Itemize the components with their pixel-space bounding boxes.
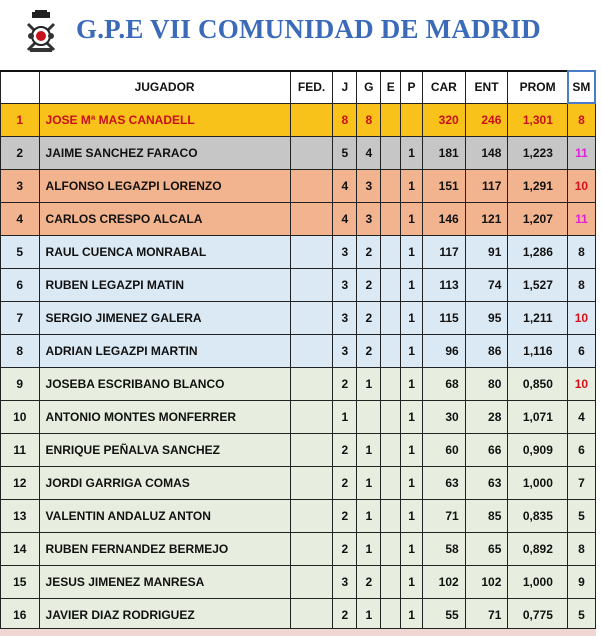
cell-car: 151: [422, 170, 465, 203]
table-row: [1, 103, 596, 137]
cell-ent: 102: [465, 566, 508, 599]
cell-player-name: ADRIAN LEGAZPI MARTIN: [39, 335, 290, 368]
cell-e: [381, 203, 401, 236]
table-row: [1, 302, 596, 335]
cell-player-name: JOSEBA ESCRIBANO BLANCO: [39, 368, 290, 401]
cell-e: [381, 401, 401, 434]
cell-sm: 8: [568, 103, 595, 137]
cell-fed: [290, 467, 333, 500]
cell-sm: 5: [568, 500, 595, 533]
cell-car: 320: [422, 103, 465, 137]
cell-j: 4: [333, 203, 357, 236]
ranking-table: [0, 70, 596, 632]
cell-ent: 91: [465, 236, 508, 269]
table-row: [1, 401, 596, 434]
col-header-ent: ENT: [465, 71, 508, 103]
cell-ent: 121: [465, 203, 508, 236]
table-row: [1, 467, 596, 500]
cell-pos: 8: [1, 335, 40, 368]
cell-player-name: SERGIO JIMENEZ GALERA: [39, 302, 290, 335]
cell-sm: 4: [568, 401, 595, 434]
table-row: [1, 434, 596, 467]
cell-j: 8: [333, 103, 357, 137]
cell-j: 2: [333, 368, 357, 401]
cell-prom: 1,223: [508, 137, 568, 170]
cell-sm: 10: [568, 302, 595, 335]
cell-pos: 14: [1, 533, 40, 566]
cell-player-name: JAIME SANCHEZ FARACO: [39, 137, 290, 170]
table-row: [1, 203, 596, 236]
cell-prom: 0,892: [508, 533, 568, 566]
cell-car: 146: [422, 203, 465, 236]
cell-prom: 0,775: [508, 599, 568, 632]
cell-ent: 63: [465, 467, 508, 500]
page-header: [0, 0, 602, 70]
cell-j: 3: [333, 302, 357, 335]
col-header-sm: SM: [568, 71, 595, 103]
cell-fed: [290, 170, 333, 203]
cell-car: 60: [422, 434, 465, 467]
cell-prom: 1,301: [508, 103, 568, 137]
cell-p: 1: [401, 434, 423, 467]
cell-j: 4: [333, 170, 357, 203]
cell-car: 58: [422, 533, 465, 566]
cell-fed: [290, 401, 333, 434]
cell-sm: 11: [568, 203, 595, 236]
cell-j: 3: [333, 566, 357, 599]
cell-prom: 0,850: [508, 368, 568, 401]
cell-ent: 28: [465, 401, 508, 434]
cell-pos: 3: [1, 170, 40, 203]
cell-ent: 117: [465, 170, 508, 203]
col-header-prom: PROM: [508, 71, 568, 103]
cell-e: [381, 170, 401, 203]
cell-prom: 0,909: [508, 434, 568, 467]
table-row: [1, 368, 596, 401]
cell-player-name: RUBEN LEGAZPI MATIN: [39, 269, 290, 302]
cell-g: 2: [357, 236, 381, 269]
table-row: [1, 599, 596, 632]
cell-prom: 1,071: [508, 401, 568, 434]
cell-p: 1: [401, 170, 423, 203]
cell-e: [381, 269, 401, 302]
cell-e: [381, 533, 401, 566]
cell-ent: 66: [465, 434, 508, 467]
cell-player-name: JESUS JIMENEZ MANRESA: [39, 566, 290, 599]
billiard-crest-icon: [22, 10, 60, 56]
cell-player-name: JAVIER DIAZ RODRIGUEZ: [39, 599, 290, 632]
cell-g: 1: [357, 467, 381, 500]
cell-sm: 6: [568, 335, 595, 368]
cell-car: 63: [422, 467, 465, 500]
cell-pos: 7: [1, 302, 40, 335]
table-body: [1, 103, 596, 632]
cell-g: 8: [357, 103, 381, 137]
cell-g: 2: [357, 302, 381, 335]
cell-player-name: RUBEN FERNANDEZ BERMEJO: [39, 533, 290, 566]
cell-car: 68: [422, 368, 465, 401]
col-header-j: J: [333, 71, 357, 103]
cell-sm: 9: [568, 566, 595, 599]
cell-sm: 8: [568, 269, 595, 302]
cell-fed: [290, 137, 333, 170]
cell-pos: 15: [1, 566, 40, 599]
cell-car: 117: [422, 236, 465, 269]
cell-pos: 16: [1, 599, 40, 632]
cell-pos: 2: [1, 137, 40, 170]
cell-fed: [290, 434, 333, 467]
cell-ent: 71: [465, 599, 508, 632]
cell-g: 2: [357, 335, 381, 368]
cell-sm: 11: [568, 137, 595, 170]
cell-pos: 10: [1, 401, 40, 434]
cell-g: 1: [357, 368, 381, 401]
cell-prom: 1,000: [508, 566, 568, 599]
cell-p: 1: [401, 599, 423, 632]
cell-sm: 6: [568, 434, 595, 467]
cell-p: 1: [401, 335, 423, 368]
table-row: [1, 236, 596, 269]
cell-player-name: VALENTIN ANDALUZ ANTON: [39, 500, 290, 533]
cell-ent: 80: [465, 368, 508, 401]
cell-p: [401, 103, 423, 137]
cell-fed: [290, 566, 333, 599]
cell-ent: 74: [465, 269, 508, 302]
cell-e: [381, 566, 401, 599]
cell-car: 102: [422, 566, 465, 599]
cell-pos: 9: [1, 368, 40, 401]
cell-pos: 1: [1, 103, 40, 137]
table-row: [1, 269, 596, 302]
cell-ent: 65: [465, 533, 508, 566]
cell-g: 1: [357, 434, 381, 467]
col-header-pos: [1, 71, 40, 103]
cell-player-name: ENRIQUE PEÑALVA SANCHEZ: [39, 434, 290, 467]
cell-ent: 85: [465, 500, 508, 533]
cell-p: 1: [401, 137, 423, 170]
cell-p: 1: [401, 500, 423, 533]
col-header-e: E: [381, 71, 401, 103]
table-row: [1, 533, 596, 566]
cell-prom: 1,211: [508, 302, 568, 335]
cell-pos: 12: [1, 467, 40, 500]
cell-car: 30: [422, 401, 465, 434]
cell-sm: 7: [568, 467, 595, 500]
cell-prom: 1,207: [508, 203, 568, 236]
table-row: [1, 566, 596, 599]
cell-fed: [290, 500, 333, 533]
cell-prom: 1,000: [508, 467, 568, 500]
col-header-p: P: [401, 71, 423, 103]
cell-fed: [290, 302, 333, 335]
col-header-fed: FED.: [290, 71, 333, 103]
cell-sm: 8: [568, 533, 595, 566]
cell-e: [381, 302, 401, 335]
cell-ent: 246: [465, 103, 508, 137]
cell-p: 1: [401, 302, 423, 335]
cell-ent: 95: [465, 302, 508, 335]
cell-car: 55: [422, 599, 465, 632]
cell-g: 1: [357, 500, 381, 533]
table-header-row: [1, 71, 596, 103]
cell-p: 1: [401, 203, 423, 236]
cell-fed: [290, 533, 333, 566]
cell-player-name: JOSE Mª MAS CANADELL: [39, 103, 290, 137]
cell-g: 1: [357, 533, 381, 566]
cell-sm: 5: [568, 599, 595, 632]
cell-pos: 6: [1, 269, 40, 302]
cell-j: 3: [333, 236, 357, 269]
cell-fed: [290, 368, 333, 401]
cell-e: [381, 500, 401, 533]
cell-p: 1: [401, 467, 423, 500]
cell-pos: 11: [1, 434, 40, 467]
table-row: [1, 335, 596, 368]
cell-sm: 8: [568, 236, 595, 269]
cell-prom: 1,116: [508, 335, 568, 368]
cell-player-name: ANTONIO MONTES MONFERRER: [39, 401, 290, 434]
cell-car: 96: [422, 335, 465, 368]
cell-j: 2: [333, 500, 357, 533]
cell-p: 1: [401, 566, 423, 599]
cell-e: [381, 467, 401, 500]
cell-prom: 0,835: [508, 500, 568, 533]
cell-car: 113: [422, 269, 465, 302]
cell-j: 5: [333, 137, 357, 170]
cell-g: 3: [357, 170, 381, 203]
cell-g: 4: [357, 137, 381, 170]
col-header-jugador: JUGADOR: [39, 71, 290, 103]
cell-prom: 1,527: [508, 269, 568, 302]
cell-ent: 148: [465, 137, 508, 170]
cell-prom: 1,286: [508, 236, 568, 269]
cell-j: 2: [333, 467, 357, 500]
cell-fed: [290, 335, 333, 368]
col-header-car: CAR: [422, 71, 465, 103]
cell-ent: 86: [465, 335, 508, 368]
cell-e: [381, 103, 401, 137]
cell-fed: [290, 269, 333, 302]
cell-prom: 1,291: [508, 170, 568, 203]
cell-fed: [290, 236, 333, 269]
cell-fed: [290, 103, 333, 137]
col-header-g: G: [357, 71, 381, 103]
cell-p: 1: [401, 236, 423, 269]
cell-e: [381, 335, 401, 368]
cell-pos: 4: [1, 203, 40, 236]
cell-p: 1: [401, 368, 423, 401]
cell-g: 3: [357, 203, 381, 236]
cell-player-name: CARLOS CRESPO ALCALA: [39, 203, 290, 236]
cell-fed: [290, 599, 333, 632]
cell-car: 181: [422, 137, 465, 170]
cell-car: 71: [422, 500, 465, 533]
cell-g: [357, 401, 381, 434]
cell-player-name: JORDI GARRIGA COMAS: [39, 467, 290, 500]
cell-j: 3: [333, 269, 357, 302]
table-row: [1, 170, 596, 203]
table-row: [1, 500, 596, 533]
cell-j: 2: [333, 599, 357, 632]
cell-g: 1: [357, 599, 381, 632]
cell-e: [381, 368, 401, 401]
cell-sm: 10: [568, 170, 595, 203]
cell-fed: [290, 203, 333, 236]
cell-j: 2: [333, 533, 357, 566]
cell-player-name: RAUL CUENCA MONRABAL: [39, 236, 290, 269]
cell-p: 1: [401, 269, 423, 302]
cell-g: 2: [357, 566, 381, 599]
cell-g: 2: [357, 269, 381, 302]
cell-p: 1: [401, 401, 423, 434]
table-row: [1, 137, 596, 170]
cell-e: [381, 236, 401, 269]
cell-e: [381, 434, 401, 467]
cell-pos: 5: [1, 236, 40, 269]
cell-p: 1: [401, 533, 423, 566]
cell-e: [381, 599, 401, 632]
cell-j: 1: [333, 401, 357, 434]
cell-e: [381, 137, 401, 170]
cell-j: 2: [333, 434, 357, 467]
cell-player-name: ALFONSO LEGAZPI LORENZO: [39, 170, 290, 203]
page-title: G.P.E VII COMUNIDAD DE MADRID: [76, 14, 541, 44]
cell-sm: 10: [568, 368, 595, 401]
cell-car: 115: [422, 302, 465, 335]
cell-pos: 13: [1, 500, 40, 533]
cell-j: 3: [333, 335, 357, 368]
